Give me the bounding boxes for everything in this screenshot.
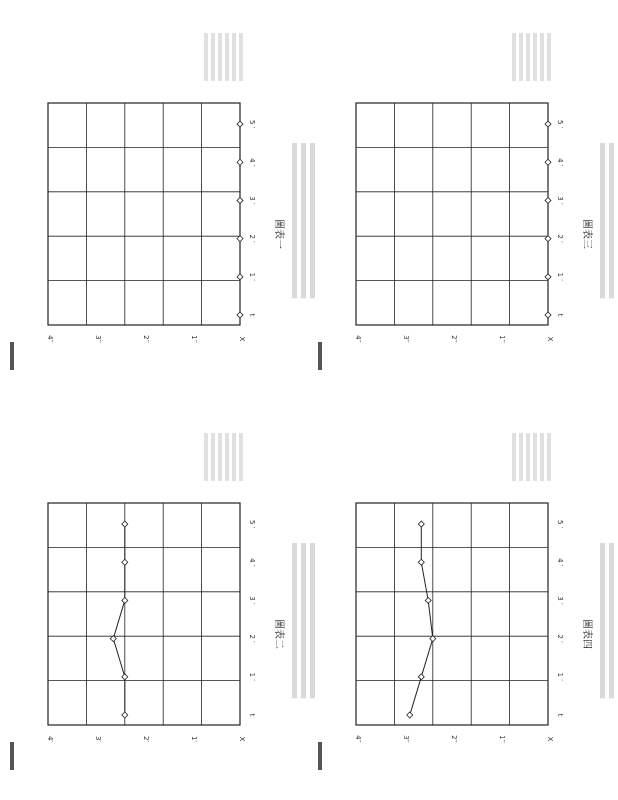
x-tick-label: t	[556, 313, 564, 317]
y-tick-label: 2′′	[450, 335, 458, 343]
data-point-marker	[418, 674, 424, 680]
note-text-block	[533, 33, 537, 81]
y-tick-label: 4′	[46, 735, 54, 743]
y-tick-label: 1′′	[498, 735, 506, 743]
caption-text-block	[310, 143, 315, 298]
caption-text-block	[310, 543, 315, 698]
note-text-block	[225, 433, 229, 481]
note-text-block	[232, 433, 236, 481]
x-tick-label: 2 ′	[556, 234, 564, 243]
data-point-marker	[237, 121, 243, 127]
x-tick-label: 3 ′	[248, 596, 256, 605]
chart-panel	[354, 33, 618, 343]
caption-text-block	[609, 143, 614, 298]
chart-title: 圖表一	[273, 219, 284, 249]
note-text-block	[204, 433, 208, 481]
y-tick-label: 1′′	[498, 335, 506, 343]
x-tick-label: 5 ′	[248, 119, 256, 129]
note-text-block	[239, 433, 243, 481]
y-tick-label: 3′′	[94, 335, 102, 343]
caption-text-block	[292, 543, 297, 698]
chart-title: 圖表四	[581, 619, 592, 649]
x-tick-label: 4 ′	[248, 158, 256, 167]
x-tick-label: 3 ′	[556, 196, 564, 205]
data-point-marker	[122, 674, 128, 680]
data-point-marker	[122, 559, 128, 565]
data-point-marker	[418, 559, 424, 565]
y-tick-label: 2′′	[450, 735, 458, 743]
note-text-block	[218, 433, 222, 481]
y-tick-label: X	[546, 336, 554, 342]
caption-text-block	[609, 543, 614, 698]
data-point-marker	[545, 121, 551, 127]
caption-text-block	[600, 143, 605, 298]
plot-frame	[48, 103, 240, 325]
y-tick-label: 2′	[142, 735, 150, 743]
note-text-block	[519, 433, 523, 481]
data-point-marker	[425, 597, 431, 603]
note-text-block	[547, 433, 551, 481]
x-tick-label: 1 ′	[556, 272, 564, 281]
chart-panel	[46, 433, 315, 742]
y-tick-label: 4′′	[354, 735, 362, 743]
x-tick-label: 4 ′	[248, 558, 256, 567]
scan-marker	[10, 342, 14, 370]
data-point-marker	[545, 159, 551, 165]
scan-marker	[10, 742, 14, 770]
data-point-marker	[122, 712, 128, 718]
caption-text-block	[600, 543, 605, 698]
x-tick-label: 3 ′	[248, 196, 256, 205]
y-tick-label: 3′	[94, 735, 102, 743]
x-tick-label: 5 ′	[248, 519, 256, 529]
data-point-marker	[545, 312, 551, 318]
note-text-block	[204, 33, 208, 81]
data-point-marker	[122, 597, 128, 603]
chart-panel	[46, 33, 315, 343]
note-text-block	[225, 33, 229, 81]
y-tick-label: 4′′	[46, 335, 54, 343]
x-tick-label: t	[248, 713, 256, 717]
chart-title: 圖表二	[273, 619, 284, 649]
data-point-marker	[407, 712, 413, 718]
note-text-block	[512, 33, 516, 81]
data-point-marker	[545, 197, 551, 203]
y-tick-label: 1′	[190, 735, 198, 743]
data-point-marker	[237, 312, 243, 318]
data-point-marker	[418, 521, 424, 527]
y-tick-label: X	[238, 336, 246, 342]
note-text-block	[540, 33, 544, 81]
data-point-marker	[237, 159, 243, 165]
data-point-marker	[237, 274, 243, 280]
y-tick-label: 3′′	[402, 335, 410, 343]
y-tick-label: X	[238, 736, 246, 742]
x-tick-label: t	[248, 313, 256, 317]
data-point-marker	[122, 521, 128, 527]
note-text-block	[239, 33, 243, 81]
data-point-marker	[237, 197, 243, 203]
caption-text-block	[301, 143, 306, 298]
note-text-block	[232, 33, 236, 81]
x-tick-label: 4 ′	[556, 158, 564, 167]
note-text-block	[526, 433, 530, 481]
plot-frame	[48, 503, 240, 725]
x-tick-label: 1 ′	[248, 272, 256, 281]
x-tick-label: 5 ′	[556, 119, 564, 129]
x-tick-label: 2 ′	[248, 634, 256, 643]
x-tick-label: 2 ′	[248, 234, 256, 243]
plot-frame	[356, 103, 548, 325]
scan-marker	[318, 742, 322, 770]
x-tick-label: 1 ′	[556, 672, 564, 681]
y-tick-label: X	[546, 736, 554, 742]
note-text-block	[526, 33, 530, 81]
y-tick-label: 4′′	[354, 335, 362, 343]
note-text-block	[218, 33, 222, 81]
x-tick-label: 1 ′	[248, 672, 256, 681]
chart-panel	[354, 433, 618, 743]
note-text-block	[519, 33, 523, 81]
caption-text-block	[301, 543, 306, 698]
note-text-block	[540, 433, 544, 481]
data-point-marker	[545, 274, 551, 280]
note-text-block	[512, 433, 516, 481]
note-text-block	[211, 33, 215, 81]
note-text-block	[211, 433, 215, 481]
x-tick-label: 2 ′	[556, 634, 564, 643]
y-tick-label: 3′′	[402, 735, 410, 743]
y-tick-label: 1′′	[190, 335, 198, 343]
chart-title: 圖表三	[581, 219, 592, 249]
x-tick-label: 4 ′	[556, 558, 564, 567]
note-text-block	[533, 433, 537, 481]
series-line	[113, 524, 125, 715]
x-tick-label: 5 ′	[556, 519, 564, 529]
x-tick-label: t	[556, 713, 564, 717]
y-tick-label: 2′′	[142, 335, 150, 343]
series-line	[410, 524, 433, 715]
plot-frame	[356, 503, 548, 725]
x-tick-label: 3 ′	[556, 596, 564, 605]
caption-text-block	[292, 143, 297, 298]
scan-marker	[318, 342, 322, 370]
note-text-block	[547, 33, 551, 81]
